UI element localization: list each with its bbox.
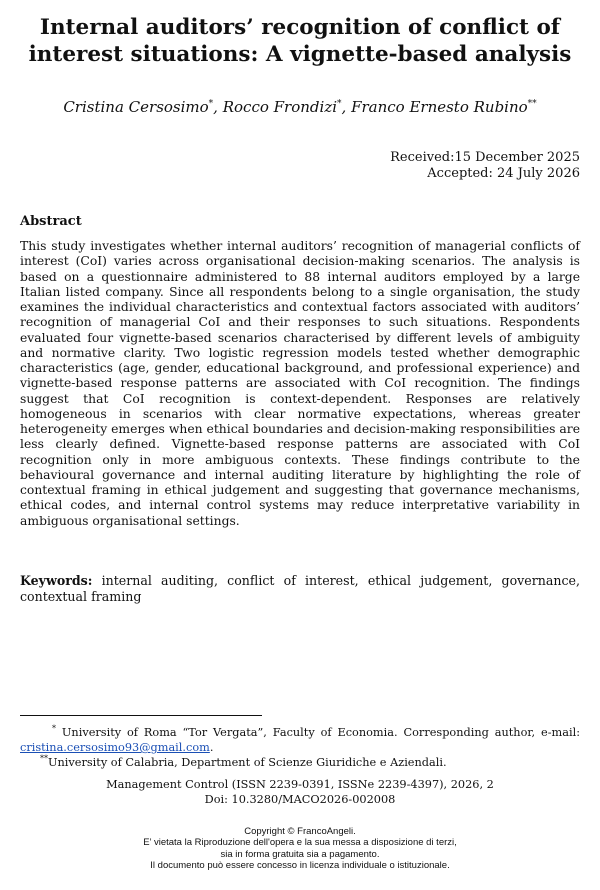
author-name: Franco Ernesto Rubino [351,98,528,116]
author-affiliation-mark: * [208,99,214,109]
footnote-affiliation-2 [20,755,580,770]
received-date: Received:15 December 2025 [390,150,580,165]
footnote-text: University of Calabria, Department of Scienze Giuridiche e Aziendali. [48,756,447,769]
footnote-mark: ** [40,754,48,764]
author-affiliation-mark: ** [527,99,537,109]
footnote-mark: * [52,724,56,734]
author-name: Cristina Cersosimo [63,98,209,116]
accepted-date: Accepted: 24 July 2026 [427,166,580,181]
footnote-divider [20,715,262,716]
journal-citation: Management Control (ISSN 2239-0391, ISSNe 2239-4397), 2026, 2 [106,778,494,791]
paper-title [20,14,580,68]
copyright-notice [20,826,580,871]
submission-dates [390,150,580,182]
abstract-heading: Abstract [20,214,82,229]
footnotes [20,725,580,770]
footnote-text: University of Roma “Tor Vergata”, Faculty of Economia. Corresponding author, e-mail: [61,726,580,739]
author-separator: , [213,98,223,116]
footnote-end: . [209,741,214,754]
author-separator: , [341,98,352,116]
author-affiliation-mark: * [337,99,342,109]
author-name: Rocco Frondizi [222,98,338,116]
corresponding-email-link[interactable]: cristina.cersosimo93@gmail.com [20,741,210,754]
journal-info [20,777,580,807]
keywords-label: Keywords: [20,573,93,588]
footnote-affiliation-1 [20,725,580,755]
author-list [20,94,580,117]
copyright-line: E’ vietata la Riproduzione dell'opera e la sua messa a disposizione di terzi, [143,837,457,849]
abstract-text: This study investigates whether internal auditors’ recognition of managerial conflicts of interest (CoI) varies across organisational decision-making scenarios. The analysis is based on a questionnaire administered to 88 internal auditors employed by a large Italian listed company. Since all respondents belong to a single organisation, the study examines the individual characteristics and contextual factors associated with auditors’ recognition of managerial CoI and their responses to such situations. Respondents evaluated four vignette-based scenarios characterised by different levels of ambiguity and normative clarity. Two logistic regression models tested whether demographic characteristics (age, gender, educational background, and professional experience) and vignette-based response patterns are associated with CoI recognition. The findings suggest that CoI recognition is context-dependent. Responses are relatively homogeneous in scenarios with clear normative expectations, whereas greater heterogeneity emerges when ethical boundaries and decision-making responsibilities are less clearly defined. Vignette-based response patterns are associated with CoI recognition only in more ambiguous contexts. These findings contribute to the behavioural governance and internal auditing literature by highlighting the role of contextual framing in ethical judgement and suggesting that governance mechanisms, ethical codes, and internal control systems may reduce interpretative variability in ambiguous organisational settings. [20,239,580,528]
keywords-paragraph [20,573,580,604]
copyright-line: Copyright © FrancoAngeli. [244,826,356,837]
doi: Doi: 10.3280/MACO2026-002008 [204,793,396,806]
title-line-2: interest situations: A vignette-based analysis [28,42,572,67]
keywords-text: internal auditing, conflict of interest, ethical judgement, governance, contextual framing [20,573,580,604]
copyright-line: sia in forma gratuita sia a pagamento. [220,848,380,860]
title-line-1: Internal auditors’ recognition of conflict of [39,15,561,40]
copyright-line: Il documento può essere concesso in licenza individuale o istituzionale. [150,859,450,871]
